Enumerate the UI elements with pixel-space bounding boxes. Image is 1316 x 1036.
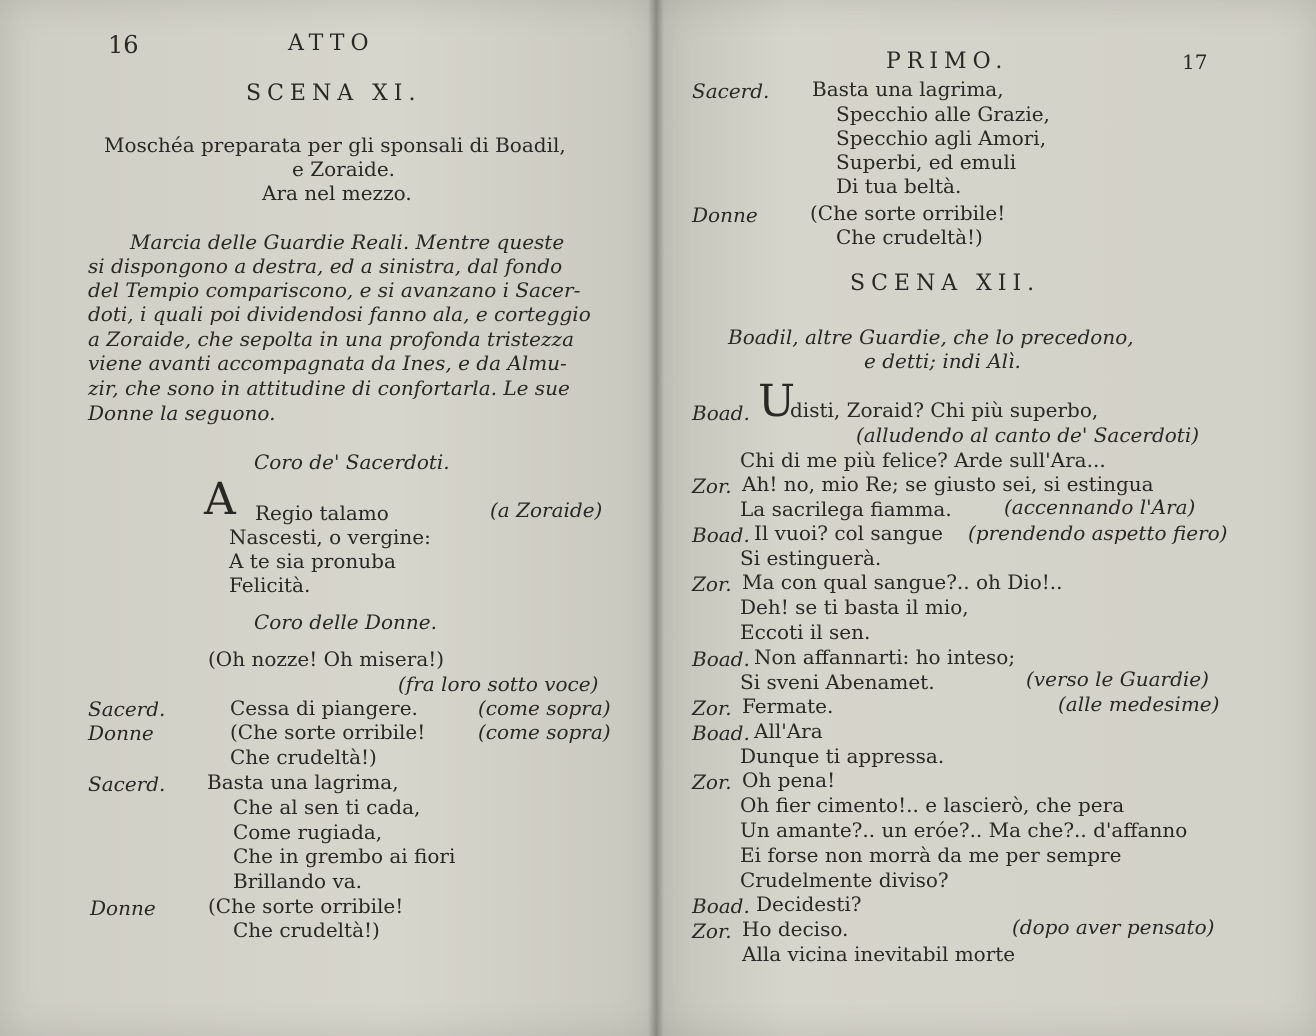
- setting-line: Ara nel mezzo.: [262, 181, 412, 205]
- verse-line: Basta una lagrima,: [207, 770, 399, 794]
- verse-line: Superbi, ed emuli: [836, 150, 1017, 174]
- setting-line: Moschéa preparata per gli sponsali di Boadil,: [104, 133, 566, 157]
- verse-line: Specchio agli Amori,: [836, 126, 1047, 150]
- verse-line: Che in grembo ai fiori: [233, 844, 456, 868]
- verse-line: Dunque ti appressa.: [740, 744, 945, 768]
- verse-line: Nascesti, o vergine:: [229, 525, 431, 549]
- verse-line: Non affannarti: ho inteso;: [754, 645, 1016, 669]
- drop-cap: U: [758, 376, 796, 427]
- stage-direction-line: si dispongono a destra, ed a sinistra, dal fondo: [88, 254, 563, 278]
- aside: (alludendo al canto de' Sacerdoti): [856, 423, 1200, 447]
- verse-line: Specchio alle Grazie,: [836, 102, 1050, 126]
- left-page: [0, 0, 656, 1036]
- verse-line: Regio talamo: [255, 501, 389, 525]
- stage-direction-line: Donne la seguono.: [88, 401, 276, 425]
- verse-line: Che crudeltà!): [836, 225, 983, 249]
- speaker: Boad.: [692, 721, 750, 745]
- verse-line: All'Ara: [754, 719, 823, 743]
- page-number: 16: [108, 31, 139, 59]
- stage-direction-line: zir, che sono in attitudine di confortarla. Le sue: [88, 376, 570, 400]
- speaker: Zor.: [692, 696, 732, 720]
- verse-line: Ma con qual sangue?.. oh Dio!..: [742, 570, 1063, 594]
- stage-direction-line: viene avanti accompagnata da Ines, e da Almu-: [88, 351, 567, 375]
- verse-line: Ei forse non morrà da me per sempre: [740, 843, 1122, 867]
- verse-line: Oh pena!: [742, 768, 836, 792]
- verse-line: Basta una lagrima,: [812, 77, 1004, 101]
- verse-line: Deh! se ti basta il mio,: [740, 595, 969, 619]
- scene-title: SCENA XII.: [850, 271, 1041, 296]
- verse-line: (Che sorte orribile!: [810, 201, 1006, 225]
- speaker: Boad.: [692, 401, 750, 425]
- verse-line: Che al sen ti cada,: [233, 795, 421, 819]
- running-head: ATTO: [288, 31, 375, 56]
- verse-line: Brillando va.: [233, 869, 363, 893]
- chorus-heading: Coro de' Sacerdoti.: [254, 450, 450, 474]
- verse-line: Ah! no, mio Re; se giusto sei, si estingua: [742, 472, 1154, 496]
- verse-line: Si sveni Abenamet.: [740, 670, 935, 694]
- verse-line: Come rugiada,: [233, 820, 383, 844]
- aside: (fra loro sotto voce): [398, 672, 599, 696]
- verse-line: Di tua beltà.: [836, 174, 962, 198]
- scene-title: SCENA XI.: [246, 81, 422, 106]
- verse-line: Ho deciso.: [742, 917, 849, 941]
- verse-line: Si estinguerà.: [740, 546, 882, 570]
- stage-direction-line: del Tempio compariscono, e si avanzano i Sacer-: [88, 278, 581, 302]
- aside: (prendendo aspetto fiero): [968, 521, 1228, 545]
- running-head: PRIMO.: [886, 49, 1009, 74]
- stage-direction-line: a Zoraide, che sepolta in una profonda tristezza: [88, 327, 575, 351]
- setting-line: e detti; indi Alì.: [864, 349, 1021, 373]
- verse-line: disti, Zoraid? Chi più superbo,: [790, 398, 1099, 422]
- speaker: Sacerd.: [88, 697, 166, 721]
- speaker: Sacerd.: [692, 79, 770, 103]
- drop-cap: A: [204, 474, 236, 525]
- verse-line: Un amante?.. un eróe?.. Ma che?.. d'affanno: [740, 818, 1188, 842]
- right-page: [656, 0, 1316, 1036]
- speaker: Boad.: [692, 647, 750, 671]
- verse-line: Il vuoi? col sangue: [754, 521, 943, 545]
- speaker: Boad.: [692, 894, 750, 918]
- verse-line: Cessa di piangere.: [230, 696, 418, 720]
- speaker: Donne: [692, 203, 758, 227]
- speaker: Zor.: [692, 770, 732, 794]
- aside: (come sopra): [478, 720, 611, 744]
- speaker: Donne: [90, 896, 156, 920]
- page-number: 17: [1182, 50, 1208, 74]
- chorus-heading: Coro delle Donne.: [254, 610, 437, 634]
- verse-line: La sacrilega fiamma.: [740, 497, 952, 521]
- verse-line: Felicità.: [229, 573, 311, 597]
- verse-line: (Che sorte orribile!: [230, 720, 426, 744]
- aside: (alle medesime): [1058, 692, 1220, 716]
- verse-line: (Che sorte orribile!: [208, 894, 404, 918]
- speaker: Zor.: [692, 919, 732, 943]
- verse-line: (Oh nozze! Oh misera!): [208, 647, 445, 671]
- speaker: Zor.: [692, 474, 732, 498]
- speaker: Boad.: [692, 523, 750, 547]
- setting-line: e Zoraide.: [292, 157, 396, 181]
- speaker: Zor.: [692, 572, 732, 596]
- verse-line: Eccoti il sen.: [740, 620, 871, 644]
- verse-line: Chi di me più felice? Arde sull'Ara...: [740, 448, 1106, 472]
- setting-line: Boadil, altre Guardie, che lo precedono,: [728, 325, 1134, 349]
- verse-line: Che crudeltà!): [230, 745, 377, 769]
- verse-line: Alla vicina inevitabil morte: [742, 942, 1016, 966]
- verse-line: Decidesti?: [756, 892, 862, 916]
- verse-line: Crudelmente diviso?: [740, 868, 949, 892]
- verse-line: Oh fier cimento!.. e lascierò, che pera: [740, 793, 1125, 817]
- stage-direction-line: doti, i quali poi dividendosi fanno ala, e corteggio: [88, 302, 591, 326]
- aside: (a Zoraide): [490, 498, 603, 522]
- aside: (verso le Guardie): [1026, 667, 1209, 691]
- aside: (dopo aver pensato): [1012, 915, 1215, 939]
- aside: (accennando l'Ara): [1004, 495, 1196, 519]
- stage-direction-line: Marcia delle Guardie Reali. Mentre queste: [130, 230, 565, 254]
- aside: (come sopra): [478, 696, 611, 720]
- verse-line: Fermate.: [742, 694, 834, 718]
- verse-line: A te sia pronuba: [229, 549, 396, 573]
- speaker: Donne: [88, 721, 154, 745]
- book-gutter: [648, 0, 664, 1036]
- speaker: Sacerd.: [88, 772, 166, 796]
- verse-line: Che crudeltà!): [233, 918, 380, 942]
